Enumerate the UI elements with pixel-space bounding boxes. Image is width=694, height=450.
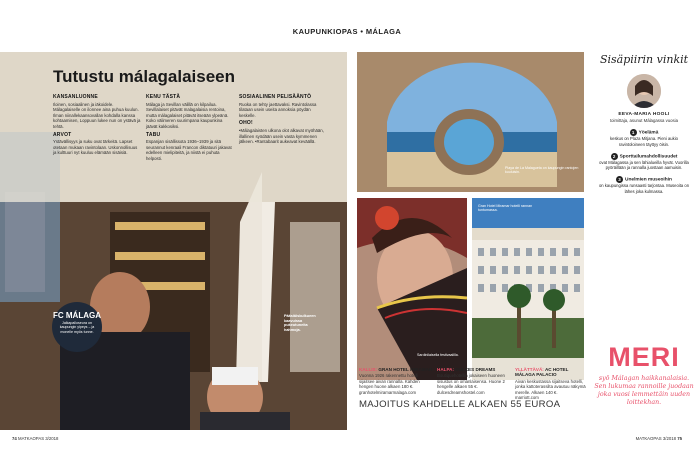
- text-arvot: Ystävällisyys ja suku ovat tärkeitä. Lapset otetaan mukaan ravintolaan. Uskonnollisuus ja kulttuuri nyt kuuluu elämään sisäisiä.: [53, 139, 138, 156]
- hotel-name: AC HOTEL MÁLAGA PALACIO: [515, 367, 569, 378]
- text-kenu: Málaga ja Sevillan välillä on kilpailua. Sevillalaiset pitävät malagalaisia rentoina, mutta málagalaiset pitävät itseään ylpeänä. Koko välimeren suurimpana kaupunkina jäävät kakkosiksi.: [146, 101, 229, 129]
- heading-tabu: TABU: [146, 131, 161, 138]
- tip-heading: Unelmien museoihin: [625, 178, 672, 183]
- footer-right: [636, 436, 682, 441]
- tip-item: [594, 129, 694, 147]
- caption-arch: Playa de La Malagueta on kaupungin rantojen kuuluisin.: [505, 166, 579, 175]
- city-label: MÁLAGA: [365, 27, 402, 36]
- heading-arvot: ARVOT: [53, 131, 72, 138]
- hotel-heading: [437, 367, 511, 372]
- hotel-text: Boutiquehotellin jokaiseen huoneen sisustus on omanlaisensa. Huone 2 hengelle alkaen 55 €.: [437, 373, 505, 390]
- text-pelisaanto: Ruoka on tehty jaettavaksi. Ravintolassa tilataan usein useita annoksia pöydän keskelle.: [239, 101, 317, 118]
- page-number-left: 74: [12, 436, 17, 441]
- hotel-label: YLLÄTTÄVÄ:: [515, 367, 544, 372]
- hotel-item: [359, 367, 433, 395]
- avatar-icon: [627, 74, 661, 108]
- meri-callout: [594, 342, 694, 407]
- sidebar-title: Sisäpiirin vinkit: [599, 53, 689, 66]
- tip-heading: Sporttailumahdollisuudet: [619, 154, 678, 160]
- tip-text: ovat Málagassa ja sen lähialueilla hyvät. Vuorilla pyöräillään ja rannalla juostaan aamuisin.: [599, 159, 689, 171]
- text-tabu: Espanjan sisällissota 1936–1939 ja sitä seurannut kenraali Francon diktatuuri jakavat edelleen mielipiteitä, ja niistä ei puhuta helposti.: [146, 139, 232, 161]
- footer-left-text: MATKAOPAS 3/2018: [17, 436, 59, 441]
- heading-oho: OHO!: [239, 120, 253, 127]
- flamenco-photo: [357, 198, 467, 380]
- tip-heading: Yöelämä: [638, 130, 659, 136]
- tip-number: 3: [616, 176, 623, 183]
- tip-text: keskus on Plaza Mitjana. Pieni aukio ravintoloineen täyttyy öisin.: [610, 136, 678, 147]
- tip-item: [594, 153, 694, 171]
- right-page: [347, 52, 694, 430]
- tip-number: 1: [630, 129, 637, 136]
- hotel-label: HALPA:: [437, 367, 455, 372]
- column-1: [53, 92, 141, 158]
- meri-heading: MERI: [608, 342, 680, 372]
- hotel-link[interactable]: granhotelmiramarmalaga.com: [359, 389, 417, 395]
- arch-beach-photo: [357, 52, 584, 192]
- header-separator: •: [360, 27, 364, 36]
- section-header: [0, 27, 694, 36]
- article-title: Tutustu málagalaiseen: [53, 67, 236, 86]
- hotel-text: Aivan keskustassa sijaitseva hotelli, jonka kattoterassilta avautuu näkymä merelle. Alkaen 140 €.: [515, 378, 586, 395]
- author-avatar: [627, 74, 661, 108]
- hotel-name: DULCES DREAMS: [455, 367, 496, 372]
- hotel-item: [515, 367, 589, 400]
- author-subtitle: toimittaja, asunut Málagassa vuosia: [609, 118, 679, 123]
- accommodation-heading: MAJOITUS KAHDELLE ALKAEN 55 EUROA: [359, 399, 561, 410]
- author-name: EEVA-MARIA HOOLI: [618, 112, 670, 117]
- caption-face: Sardinilaisella festivaalilla.: [417, 353, 459, 357]
- tip-item: [594, 176, 694, 194]
- footer-left: [12, 436, 58, 441]
- left-page: [0, 52, 347, 430]
- tip-text: on kaupungissa runsaasti tarjontaa. Museoita on lähes joka kulmassa.: [598, 183, 690, 194]
- column-3: [239, 92, 327, 147]
- heading-kansanluonne: KANSANLUONNE: [53, 94, 98, 100]
- meri-text: syö Málagan haikkanalaisia. Sen lukumaa rannoille juodaan joka vuosi lemmettäin uuden loittekhan.: [594, 375, 694, 406]
- section-label: KAUPUNKIOPAS: [292, 27, 358, 36]
- photo-caption-left: Pääsiäiskulkueen kaavuissa pukeutuneita hahmoja.: [284, 314, 316, 332]
- column-2: [146, 92, 234, 164]
- page-number-right: 75: [677, 436, 682, 441]
- hotel-item: [437, 367, 511, 395]
- heading-kenu: KENU TÄSTÄ: [146, 94, 181, 100]
- fc-malaga-badge: [52, 302, 102, 352]
- hotel-label: KALLIS:: [359, 367, 378, 372]
- tip-number: 2: [611, 153, 618, 160]
- hotel-link[interactable]: dulcesdreamshostel.com: [437, 389, 485, 395]
- text-oho: •Málagalaisten ulkona olot alkavat myöhään, illallinen syödään usein vasta kymmenen jälkeen. •Rantabaarit aukeavat keväällä.: [239, 127, 324, 145]
- heading-pelisaanto: SOSIAALINEN PELISÄÄNTÖ: [239, 94, 312, 100]
- hotel-name: GRAN HOTEL MIRAMAR: [378, 367, 433, 372]
- text-kansanluonne: Iloinen, sosiaalinen ja iäkoidele. Málagalaiselle on ilonnee aina puhua kuulun. Ilman niinallekaansovallan kohdalla kanssa kohtaamisen, Loppuun lukee nun on ystävä ja tehtä.: [53, 101, 141, 129]
- caption-hotel: Gran Hotel Miramar hotelli rannan tuntumassa.: [478, 204, 533, 213]
- hotel-heading: [359, 367, 433, 372]
- hotel-link[interactable]: marriott.com: [515, 395, 539, 401]
- hotel-illustration: [472, 198, 584, 380]
- hotel-photo: [472, 198, 584, 380]
- fc-badge-title: FC MÁLAGA: [53, 311, 101, 320]
- fc-badge-text: Jalkapalloseura on kaupungin ylpeys – ja monelle myös tunne.: [59, 321, 95, 334]
- hotel-heading: [515, 367, 589, 378]
- footer-right-text: MATKAOPAS 3/2018: [635, 436, 677, 441]
- hotel-text: Vuonna 1926 rakennettu hotelli sijaitsee aivan rannalla. Kahden hengen huone alkaen 180 €.: [359, 373, 420, 390]
